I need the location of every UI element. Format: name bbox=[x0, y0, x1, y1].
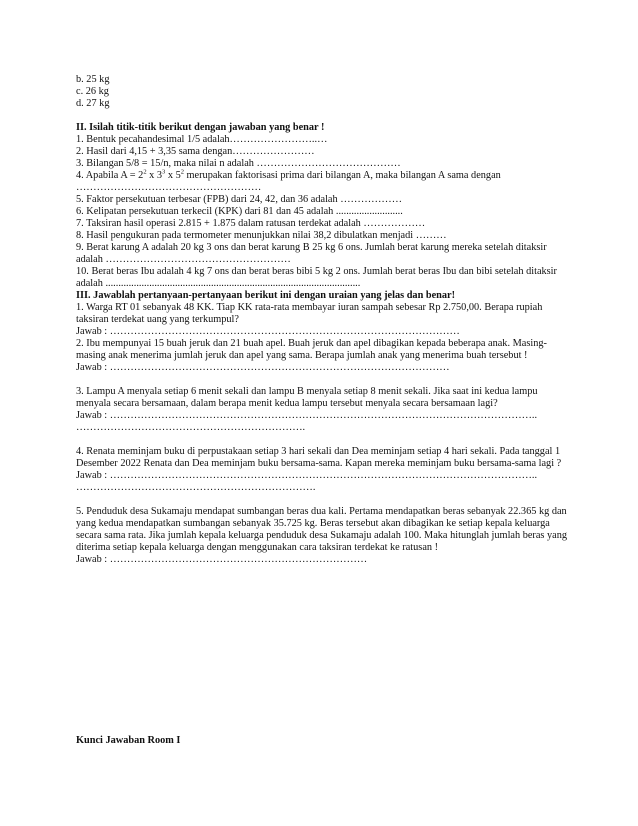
section-3-heading: III. Jawablah pertanyaan-pertanyaan berikut ini dengan uraian yang jelas dan benar! bbox=[76, 290, 456, 301]
s3-answer-5: Jawab : ………………………………………………………………… bbox=[76, 554, 368, 565]
s3-answer-4: Jawab : …………………………………………………………………………………………………………….. bbox=[76, 470, 538, 481]
s2-question-1: 1. Bentuk pecahandesimal 1/5 adalah……………………..… bbox=[76, 134, 328, 145]
s2-question-5: 5. Faktor persekutuan terbesar (FPB) dari 24, 42, dan 36 adalah ……………… bbox=[76, 194, 403, 205]
s3-question-2: 2. Ibu mempunyai 15 buah jeruk dan 21 buah apel. Buah jeruk dan apel dibagikan kepada beberapa anak. Masing-masing anak menerima jumlah jeruk dan apel yang sama. Berapa jumlah anak yang menerima buah tersebut ! bbox=[76, 338, 547, 361]
s2-question-9: 9. Berat karung A adalah 20 kg 3 ons dan berat karung B 25 kg 6 ons. Jumlah berat karung mereka setelah ditaksir adalah ……………………………………………… bbox=[76, 242, 547, 265]
s3-answer-2: Jawab : ……………………………………………………………………………………… bbox=[76, 362, 450, 373]
s3-answer-3-cont: …………………………………………………………. bbox=[76, 422, 306, 433]
option-b: b. 25 kg bbox=[76, 74, 110, 85]
s2-question-6: 6. Kelipatan persekutuan terkecil (KPK) dari 81 dan 45 adalah .......................... bbox=[76, 206, 403, 217]
s2-question-8: 8. Hasil pengukuran pada termometer menunjukkan nilai 38,2 dibulatkan menjadi ……… bbox=[76, 230, 447, 241]
s3-question-4: 4. Renata meminjam buku di perpustakaan setiap 3 hari sekali dan Dea meminjam setiap 4 hari sekali. Pada tanggal 1 Desember 2022 Renata dan Dea meminjam buku bersama-sama. Kapan mereka meminjam buku bersama-sama lagi ? bbox=[76, 446, 562, 469]
s2-question-7: 7. Taksiran hasil operasi 2.815 + 1.875 dalam ratusan terdekat adalah ……………… bbox=[76, 218, 426, 229]
option-d: d. 27 kg bbox=[76, 98, 110, 109]
s2-question-3: 3. Bilangan 5/8 = 15/n, maka nilai n adalah …………………………………… bbox=[76, 158, 401, 169]
s3-answer-1: Jawab : ………………………………………………………………………………………… bbox=[76, 326, 460, 337]
answer-key-heading: Kunci Jawaban Room I bbox=[76, 735, 181, 746]
s2-question-4: 4. Apabila $A = 2^2$ x $3^3$ x $5^2$ merupakan faktorisasi prima dari bilangan A, maka bilangan A sama dengan bbox=[76, 168, 501, 181]
s3-question-3: 3. Lampu A menyala setiap 6 menit sekali dan lampu B menyala setiap 8 menit sekali. Jika saat ini kedua lampu menyala secara bersamaan, dalam berapa menit kedua lampu tersebut menyala secara bersamaan lagi? bbox=[76, 386, 538, 409]
section-2-heading: II. Isilah titik-titik berikut dengan jawaban yang benar ! bbox=[76, 122, 325, 133]
option-c: c. 26 kg bbox=[76, 86, 109, 97]
s2-question-2: 2. Hasil dari 4,15 + 3,35 sama dengan…………………… bbox=[76, 146, 315, 157]
s2-question-10: 10. Berat beras Ibu adalah 4 kg 7 ons dan berat beras bibi 5 kg 2 ons. Jumlah berat beras Ibu dan bibi setelah ditaksir adalah ................................................................................................... bbox=[76, 266, 557, 289]
s3-question-1: 1. Warga RT 01 sebanyak 48 KK. Tiap KK rata-rata membayar iuran sampah sebesar Rp 2.750,00. Berapa rupiah taksiran terdekat uang yang terkumpul? bbox=[76, 302, 543, 325]
document-page bbox=[76, 74, 568, 566]
s3-answer-4-cont: ……………………………………………………………. bbox=[76, 482, 316, 493]
s3-answer-3: Jawab : …………………………………………………………………………………………………………….. bbox=[76, 410, 538, 421]
s3-question-5: 5. Penduduk desa Sukamaju mendapat sumbangan beras dua kali. Pertama mendapatkan beras sebanyak 22.365 kg dan yang kedua mendapatkan sumbangan sebanyak 35.725 kg. Beras tersebut akan dibagikan ke setiap kepala keluarga secara sama rata. Jika jumlah kepala keluarga penduduk desa Sukamaju adalah 100. Maka hitunglah jumlah beras yang diterima setiap kepala keluarga dengan menggunakan cara taksiran terdekat ke ratusan ! bbox=[76, 506, 568, 553]
s2-question-4-blank: ……………………………………………… bbox=[76, 182, 262, 193]
